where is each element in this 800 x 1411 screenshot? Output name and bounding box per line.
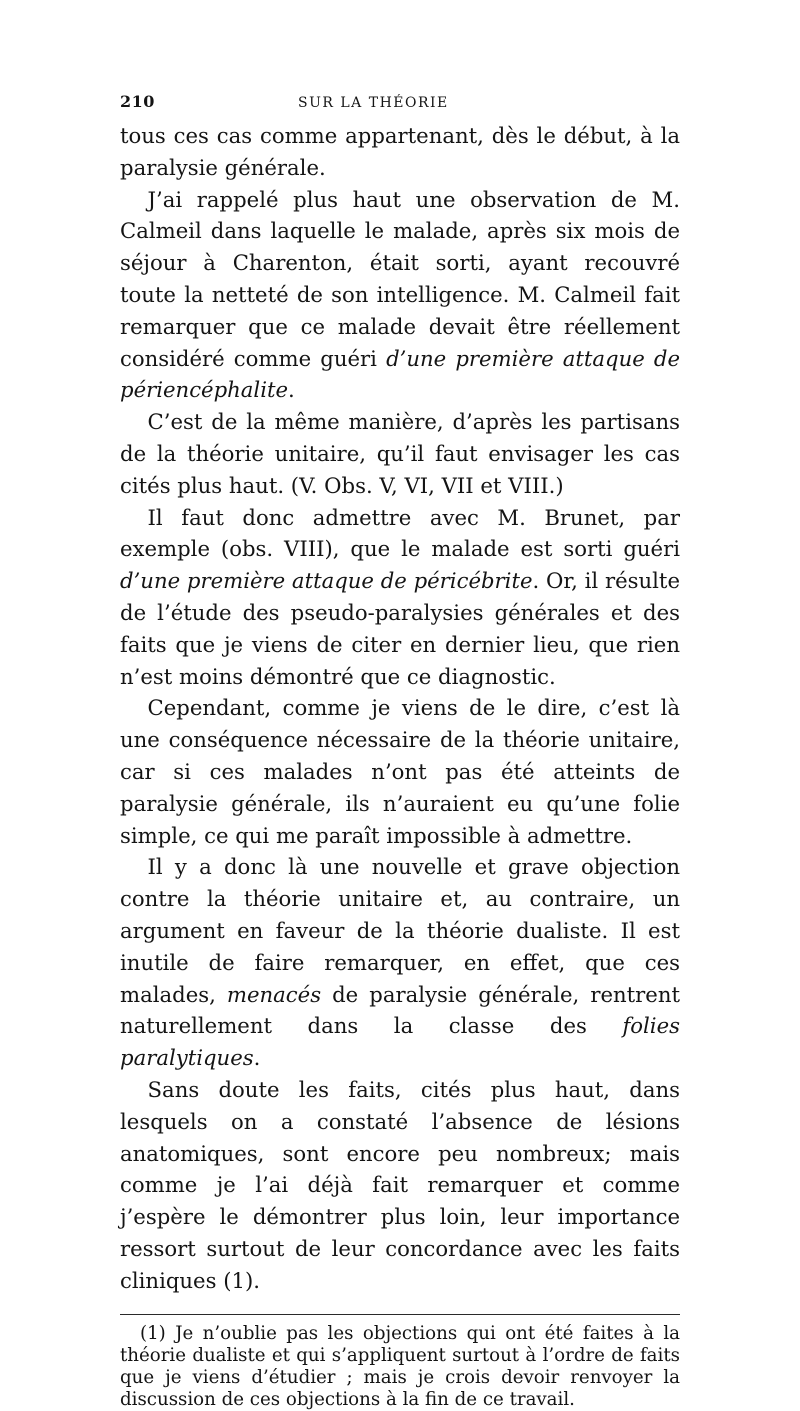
book-page xyxy=(120,92,680,1411)
running-title: SUR LA THÉORIE xyxy=(298,95,449,111)
paragraph: Il faut donc admettre avec M. Brunet, par exemple (obs. VIII), que le malade est sorti guéri d’une première attaque de péricébrite. Or, il résulte de l’étude des pseudo-paralysies générales et des faits que je viens de citer en dernier lieu, que rien n’est moins démontré que ce diagnostic. xyxy=(120,504,680,689)
page-number: 210 xyxy=(120,92,155,111)
paragraph: C’est de la même manière, d’après les partisans de la théorie unitaire, qu’il faut envisager les cas cités plus haut. (V. Obs. V, VI, VII et VIII.) xyxy=(120,409,680,498)
paragraph: Sans doute les faits, cités plus haut, dans lesquels on a constaté l’absence de lésions anatomiques, sont encore peu nombreux; mais comme je l’ai déjà fait remarquer et comme j’espère le démontrer plus loin, leur importance ressort surtout de leur concordance avec les faits cliniques (1). xyxy=(120,1076,680,1293)
body-text xyxy=(120,120,680,1296)
footnote xyxy=(120,1323,680,1411)
paragraph: tous ces cas comme appartenant, dès le début, à la paralysie générale. xyxy=(120,123,680,180)
paragraph: Il y a donc là une nouvelle et grave objection contre la théorie unitaire et, au contraire, un argument en faveur de la théorie dualiste. Il est inutile de faire remarquer, en effet, que ces malades, menacés de paralysie générale, rentrent naturellement dans la classe des folies paralytiques. xyxy=(120,854,680,1071)
paragraph: J’ai rappelé plus haut une observation de M. Calmeil dans laquelle le malade, après six mois de séjour à Charenton, était sorti, ayant recouvré toute la netteté de son intelligence. M. Calmeil fait remarquer que ce malade devait être réellement considéré comme guéri d’une première attaque de périencéphalite. xyxy=(120,186,681,403)
page-header xyxy=(120,92,680,120)
footnote-text: (1) Je n’oublie pas les objections qui ont été faites à la théorie dualiste et qui s’appliquent surtout à l’ordre de faits que je viens d’étudier ; mais je crois devoir renvoyer la discussion de ces objections à la fin de ce travail. xyxy=(120,1323,680,1411)
footnote-divider xyxy=(120,1314,680,1315)
paragraph: Cependant, comme je viens de le dire, c’est là une conséquence nécessaire de la théorie unitaire, car si ces malades n’ont pas été atteints de paralysie générale, ils n’auraient eu qu’une folie simple, ce qui me paraît impossible à admettre. xyxy=(120,695,680,848)
